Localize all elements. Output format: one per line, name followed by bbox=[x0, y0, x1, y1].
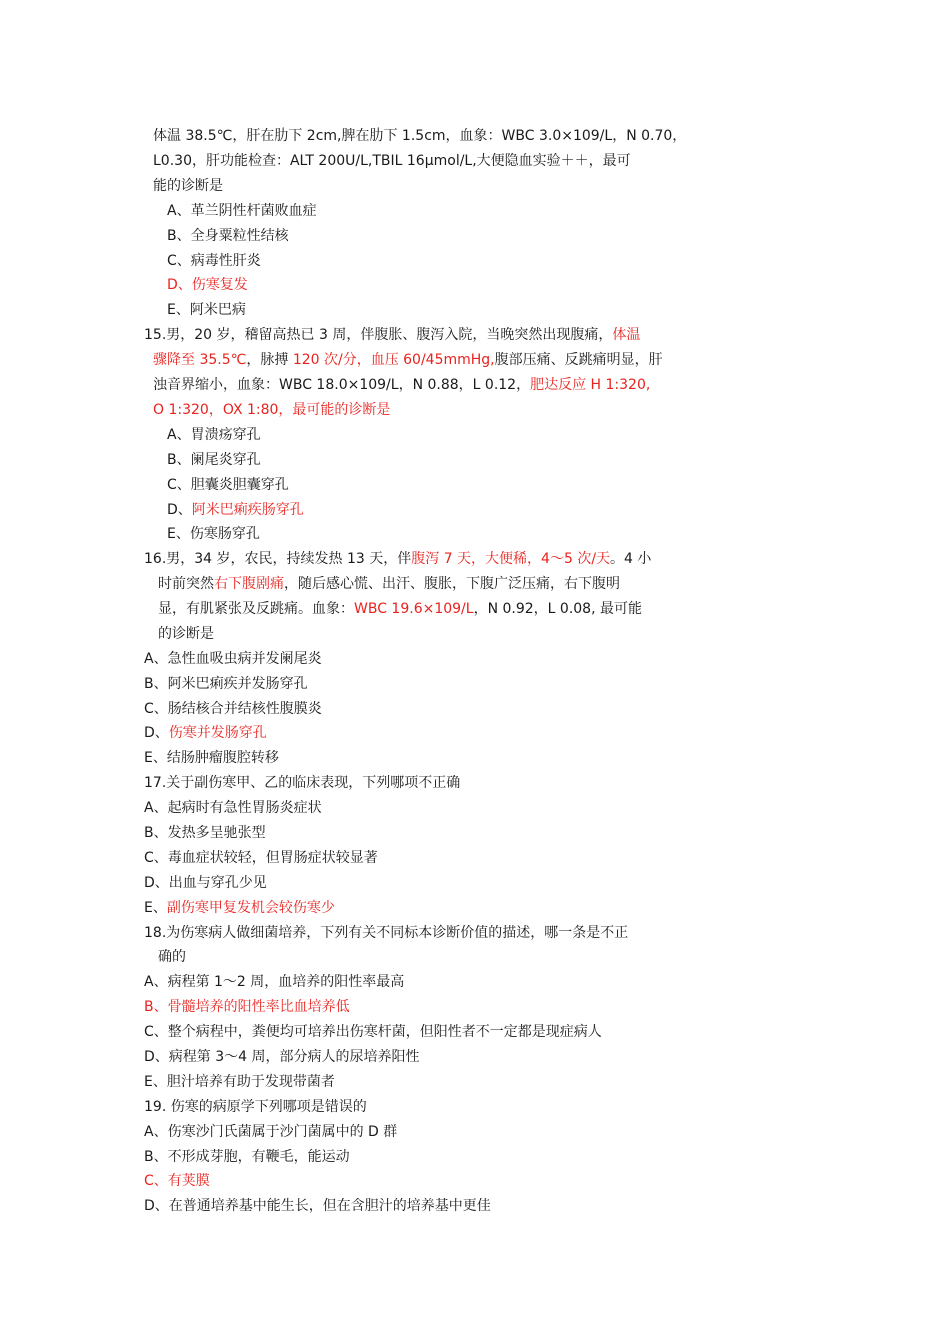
q17-option-b: B、发热多呈驰张型 bbox=[144, 825, 266, 841]
q17-option-a: A、起病时有急性胃肠炎症状 bbox=[144, 800, 322, 816]
q16-option-d bbox=[144, 723, 267, 743]
q16-stem-text: 。4 小 bbox=[610, 551, 652, 567]
q15-stem-line-1 bbox=[144, 325, 640, 345]
q16-stem-text: 16.男，34 岁，农民，持续发热 13 天，伴 bbox=[144, 551, 412, 567]
q15-stem-text: 浊音界缩小，血象：WBC 18.0×109/L，N 0.88，L 0.12， bbox=[153, 377, 531, 393]
q16-option-a: A、急性血吸虫病并发阑尾炎 bbox=[144, 651, 322, 667]
q19-stem: 19. 伤寒的病原学下列哪项是错误的 bbox=[144, 1099, 367, 1115]
q15-stem-text: ，脉搏 bbox=[246, 352, 293, 368]
q15-option-c: C、胆囊炎胆囊穿孔 bbox=[167, 477, 289, 493]
q14-option-e: E、阿米巴病 bbox=[167, 302, 246, 318]
q16-stem-line-4: 的诊断是 bbox=[158, 626, 214, 642]
q16-option-d-prefix: D、 bbox=[144, 725, 169, 741]
q14-option-a: A、革兰阴性杆菌败血症 bbox=[167, 203, 317, 219]
q18-stem-line-2: 确的 bbox=[158, 949, 186, 965]
q18-stem-line-1: 18.为伤寒病人做细菌培养，下列有关不同标本诊断价值的描述，哪一条是不正 bbox=[144, 925, 629, 941]
q15-stem-text: 15.男，20 岁，稽留高热已 3 周，伴腹胀、腹泻入院，当晚突然出现腹痛， bbox=[144, 327, 613, 343]
q15-option-b: B、阑尾炎穿孔 bbox=[167, 452, 261, 468]
q19-option-d: D、在普通培养基中能生长，但在含胆汁的培养基中更佳 bbox=[144, 1198, 491, 1214]
q17-stem: 17.关于副伤寒甲、乙的临床表现，下列哪项不正确 bbox=[144, 775, 461, 791]
q19-option-a: A、伤寒沙门氏菌属于沙门菌属中的 D 群 bbox=[144, 1124, 398, 1140]
q16-stem-line-1 bbox=[144, 549, 651, 569]
q17-option-e-answer: 副伤寒甲复发机会较伤寒少 bbox=[166, 900, 335, 916]
q16-option-c: C、肠结核合并结核性腹膜炎 bbox=[144, 701, 322, 717]
q15-stem-text: 腹部压痛、反跳痛明显，肝 bbox=[494, 352, 663, 368]
q17-option-d: D、出血与穿孔少见 bbox=[144, 875, 267, 891]
q14-option-c: C、病毒性肝炎 bbox=[167, 253, 261, 269]
q16-stem-line-2 bbox=[158, 574, 620, 594]
q16-highlight-diarrhea: 腹泻 7 天，大便稀，4～5 次/天 bbox=[411, 551, 611, 567]
q15-option-e: E、伤寒肠穿孔 bbox=[167, 526, 260, 542]
q16-highlight-wbc: WBC 19.6×109/L bbox=[354, 601, 474, 617]
q17-option-e bbox=[144, 898, 335, 918]
q18-option-d: D、病程第 3～4 周，部分病人的尿培养阳性 bbox=[144, 1049, 420, 1065]
q16-stem-text: ，N 0.92，L 0.08, 最可能 bbox=[473, 601, 642, 617]
q18-option-e: E、胆汁培养有助于发现带菌者 bbox=[144, 1074, 335, 1090]
q16-highlight-pain: 右下腹剧痛 bbox=[214, 576, 284, 592]
q15-option-d-prefix: D、 bbox=[167, 502, 192, 518]
q15-stem-line-2 bbox=[153, 350, 663, 370]
q18-option-c: C、整个病程中，粪便均可培养出伤寒杆菌，但阳性者不一定都是现症病人 bbox=[144, 1024, 602, 1040]
q14-option-d-answer: D、伤寒复发 bbox=[167, 277, 248, 293]
q15-highlight-widal: 肥达反应 H 1:320, bbox=[530, 377, 651, 393]
q18-option-a: A、病程第 1～2 周，血培养的阳性率最高 bbox=[144, 974, 405, 990]
q17-option-c: C、毒血症状较轻，但胃肠症状较显著 bbox=[144, 850, 378, 866]
q16-option-e: E、结肠肿瘤腹腔转移 bbox=[144, 750, 279, 766]
q15-option-a: A、胃溃疡穿孔 bbox=[167, 427, 261, 443]
q14-stem-line-3: 能的诊断是 bbox=[153, 178, 223, 194]
q15-highlight-temp: 体温 bbox=[612, 327, 641, 343]
q14-stem-line-2: L0.30，肝功能检查：ALT 200U/L,TBIL 16μmol/L,大便隐血实验＋＋，最可 bbox=[153, 153, 631, 169]
q16-option-d-answer: 伤寒并发肠穿孔 bbox=[168, 725, 267, 741]
q16-stem-text: 显，有肌紧张及反跳痛。血象： bbox=[158, 601, 354, 617]
q19-option-c-answer: C、有荚膜 bbox=[144, 1173, 210, 1189]
q16-stem-text: ，随后感心慌、出汗、腹胀，下腹广泛压痛，右下腹明 bbox=[284, 576, 620, 592]
q16-stem-text: 时前突然 bbox=[158, 576, 214, 592]
q16-option-b: B、阿米巴痢疾并发肠穿孔 bbox=[144, 676, 308, 692]
q16-stem-line-3 bbox=[158, 599, 642, 619]
q17-option-e-prefix: E、 bbox=[144, 900, 167, 916]
q19-option-b: B、不形成芽胞，有鞭毛，能运动 bbox=[144, 1149, 350, 1165]
q15-option-d bbox=[167, 500, 304, 520]
q15-option-d-answer: 阿米巴痢疾肠穿孔 bbox=[191, 502, 304, 518]
q15-highlight-temp-drop: 骤降至 35.5℃ bbox=[153, 352, 247, 368]
q15-highlight-vitals: 120 次/分，血压 60/45mmHg, bbox=[292, 352, 495, 368]
q15-stem-line-3 bbox=[153, 375, 650, 395]
q15-stem-line-4: O 1:320，OX 1:80，最可能的诊断是 bbox=[153, 402, 391, 418]
q14-stem-line-1: 体温 38.5℃，肝在肋下 2cm,脾在肋下 1.5cm，血象：WBC 3.0×109/L，N 0.70， bbox=[153, 128, 687, 144]
q18-option-b-answer: B、骨髓培养的阳性率比血培养低 bbox=[144, 999, 350, 1015]
q14-option-b: B、全身粟粒性结核 bbox=[167, 228, 289, 244]
